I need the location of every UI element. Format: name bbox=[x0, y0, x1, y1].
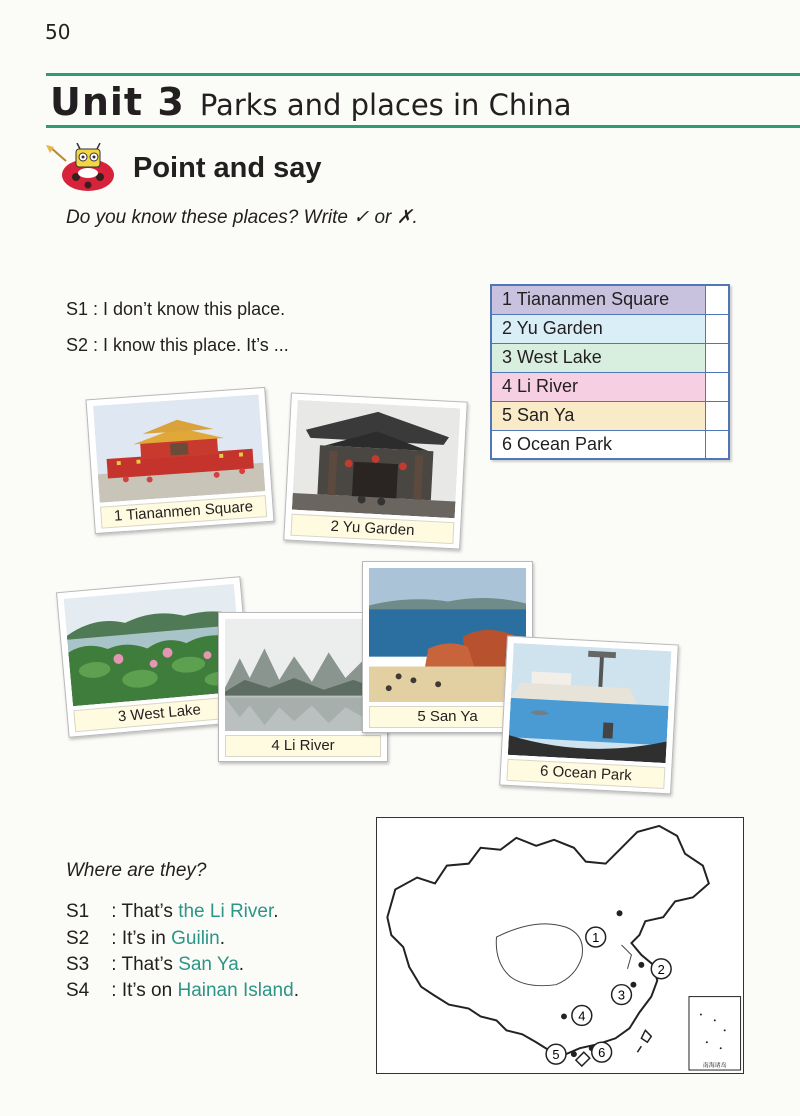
speaker-label: S4 bbox=[66, 980, 90, 1001]
svg-text:1: 1 bbox=[592, 930, 600, 946]
table-row bbox=[491, 430, 729, 459]
map-marker bbox=[612, 985, 632, 1005]
check-box[interactable] bbox=[705, 285, 729, 314]
colon: : bbox=[111, 980, 117, 1001]
unit-label: Unit 3 bbox=[50, 80, 185, 124]
map-inset bbox=[689, 997, 741, 1070]
highlight-text: San Ya bbox=[178, 954, 239, 975]
photo-caption: 3 West Lake bbox=[73, 695, 245, 732]
map-inset-label: 南海诸岛 bbox=[702, 1062, 727, 1070]
colon: : bbox=[111, 901, 117, 922]
where-title: Where are they? bbox=[66, 860, 207, 881]
conversation-line bbox=[66, 954, 244, 976]
check-box[interactable] bbox=[705, 372, 729, 401]
table-row bbox=[491, 343, 729, 372]
line-end: . bbox=[219, 928, 225, 949]
china-map bbox=[376, 817, 744, 1074]
svg-text:5: 5 bbox=[552, 1047, 560, 1063]
photo-yu-garden bbox=[283, 392, 468, 549]
table-row bbox=[491, 285, 729, 314]
instruction: Do you know these places? Write ✓ or ✗. bbox=[66, 207, 418, 228]
table-row bbox=[491, 372, 729, 401]
place-label: 1 Tiananmen Square bbox=[491, 285, 705, 314]
check-box[interactable] bbox=[705, 314, 729, 343]
highlight-text: Guilin bbox=[171, 928, 220, 949]
svg-text:4: 4 bbox=[578, 1008, 586, 1024]
place-label: 2 Yu Garden bbox=[491, 314, 705, 343]
line-end: . bbox=[238, 954, 245, 975]
map-marker bbox=[586, 927, 606, 947]
check-box[interactable] bbox=[705, 343, 729, 372]
line-text: That’s bbox=[121, 901, 173, 922]
line-end: . bbox=[273, 901, 279, 922]
ocean-park-photo-image bbox=[508, 643, 672, 763]
conversation-line bbox=[66, 980, 299, 1002]
unit-title bbox=[50, 80, 572, 124]
map-marker bbox=[572, 1006, 592, 1026]
section-title: Point and say bbox=[133, 152, 322, 184]
conversation-line bbox=[66, 901, 279, 923]
title-rule-bottom bbox=[46, 125, 800, 128]
place-label: 4 Li River bbox=[491, 372, 705, 401]
svg-text:3: 3 bbox=[617, 987, 626, 1003]
yu-garden-photo-image bbox=[292, 400, 461, 518]
line-end: . bbox=[293, 980, 299, 1001]
place-label: 3 West Lake bbox=[491, 343, 705, 372]
place-label: 6 Ocean Park bbox=[491, 430, 705, 459]
colon: : bbox=[111, 928, 117, 949]
line-text: It’s on bbox=[121, 980, 173, 1001]
table-row bbox=[491, 401, 729, 430]
tiananmen-photo-image bbox=[93, 394, 265, 502]
table-row bbox=[491, 314, 729, 343]
line-text: That’s bbox=[121, 954, 173, 975]
li-river-photo-image bbox=[225, 619, 381, 731]
photo-caption: 4 Li River bbox=[225, 735, 381, 757]
ladybug-mascot-icon bbox=[44, 143, 116, 193]
map-marker bbox=[651, 959, 671, 979]
place-label: 5 San Ya bbox=[491, 401, 705, 430]
map-marker bbox=[592, 1042, 612, 1062]
speaker-label: S1 bbox=[66, 901, 90, 922]
highlight-text: the Li River bbox=[178, 901, 274, 922]
dialog-line: S1 : I don’t know this place. bbox=[66, 299, 286, 319]
highlight-text: Hainan Island bbox=[177, 980, 294, 1001]
places-check-table bbox=[490, 284, 730, 460]
svg-text:6: 6 bbox=[598, 1045, 606, 1061]
colon: : bbox=[111, 954, 117, 975]
photo-caption: 5 San Ya bbox=[369, 706, 526, 728]
conversation-line bbox=[66, 928, 225, 950]
map-marker bbox=[546, 1044, 566, 1064]
page-number: 50 bbox=[45, 20, 71, 44]
svg-text:2: 2 bbox=[657, 961, 665, 977]
san-ya-photo-image bbox=[369, 568, 526, 702]
photo-ocean-park bbox=[499, 636, 679, 795]
west-lake-photo-image bbox=[64, 584, 244, 706]
title-rule-top bbox=[46, 73, 800, 76]
check-box[interactable] bbox=[705, 401, 729, 430]
photo-tiananmen-square bbox=[86, 387, 275, 534]
photo-caption: 1 Tiananmen Square bbox=[100, 495, 267, 529]
photo-caption: 2 Yu Garden bbox=[291, 514, 455, 545]
dialog-line: S2 : I know this place. It’s ... bbox=[66, 335, 289, 355]
speaker-label: S2 bbox=[66, 928, 90, 949]
line-text: It’s in bbox=[121, 928, 166, 949]
photo-caption: 6 Ocean Park bbox=[506, 759, 665, 789]
speaker-label: S3 bbox=[66, 954, 90, 975]
china-map-outline bbox=[377, 818, 743, 1073]
unit-subtitle: Parks and places in China bbox=[199, 88, 572, 122]
check-box[interactable] bbox=[705, 430, 729, 459]
